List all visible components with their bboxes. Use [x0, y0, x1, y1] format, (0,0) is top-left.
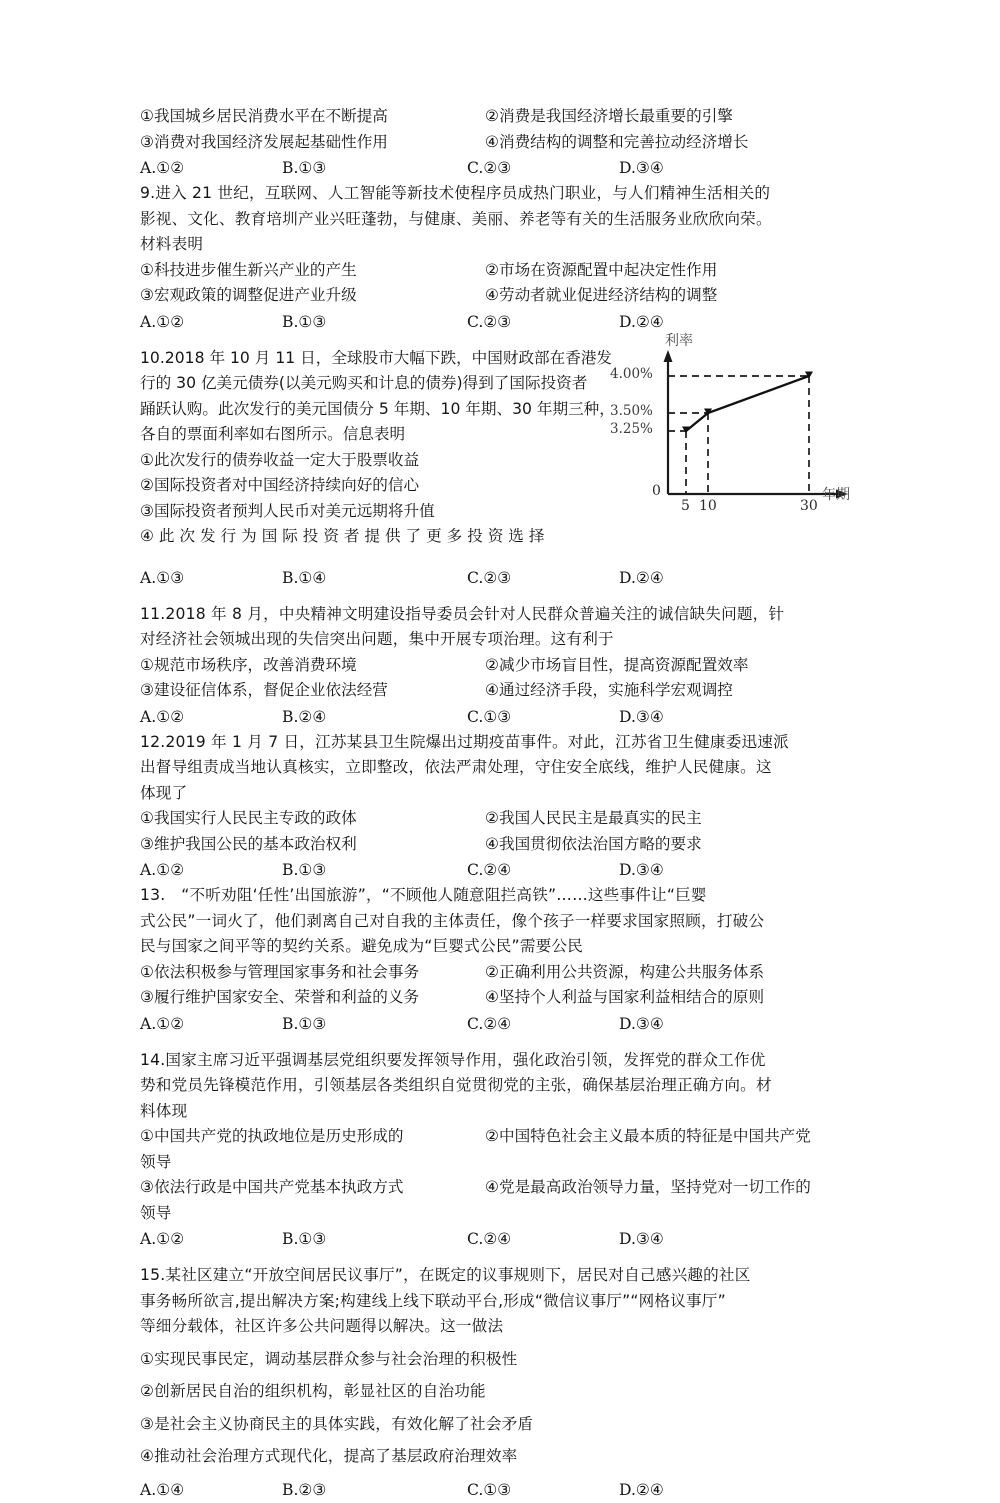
q13-choice-d[interactable]: D.③④ [619, 1014, 664, 1033]
q8-option-2: ②消费是我国经济增长最重要的引擎 [485, 107, 733, 125]
q11-option-3: ③建设征信体系，督促企业依法经营 [140, 681, 388, 699]
chart-y-tick-350: 3.50% [610, 402, 653, 419]
interest-rate-line-chart [610, 332, 864, 520]
q12-choice-a[interactable]: A.①② [140, 861, 185, 879]
q9-stem-line-2: 影视、文化、教育培圳产业兴旺蓬勃，与健康、美丽、养老等有关的生活服务业欣欣向荣。 [140, 209, 772, 228]
q9-option-1: ①科技进步催生新兴产业的产生 [140, 260, 357, 279]
exam-page [140, 104, 862, 1503]
q11-choice-b[interactable]: B.②④ [282, 707, 327, 726]
q13-options-row-2 [140, 985, 862, 1011]
q12-stem-line-3: 体现了 [140, 783, 188, 802]
q8-choice-c[interactable]: C.②③ [467, 159, 512, 177]
q11-option-1: ①规范市场秩序，改善消费环境 [140, 655, 357, 674]
q11-stem-line-2: 对经济社会领城出现的失信突出问题，集中开展专项治理。这有利于 [140, 630, 614, 648]
q9-option-3: ③宏观政策的调整促进产业升级 [140, 286, 357, 304]
q15-option-1: ①实现民事民定，调动基层群众参与社会治理的积极性 [140, 1349, 518, 1368]
q14-option-4: ④党是最高政治领导力量，坚持党对一切工作的 [485, 1178, 811, 1196]
q15-option-4: ④推动社会治理方式现代化，提高了基层政府治理效率 [140, 1447, 518, 1465]
chart-data-line [686, 376, 809, 431]
q15-choice-c[interactable]: C.①③ [467, 1480, 512, 1499]
chart-y-tick-325: 3.25% [610, 420, 653, 437]
q8-options-row-2 [140, 130, 862, 156]
q10-choice-a[interactable]: A.①③ [140, 568, 185, 587]
chart-y-axis-arrow [664, 350, 673, 362]
q14-options-row-1 [140, 1124, 862, 1150]
q10-option-1: ①此次发行的债券收益一定大于股票收益 [140, 450, 420, 469]
q11-options-row-1 [140, 653, 862, 679]
q13-answer-choices [140, 1011, 862, 1037]
q8-choice-a[interactable]: A.①② [140, 159, 185, 177]
q12-options-row-1 [140, 806, 862, 832]
q10-option-4: ④ 此 次 发 行 为 国 际 投 资 者 提 供 了 更 多 投 资 选 择 [140, 527, 545, 545]
q13-choice-b[interactable]: B.①③ [282, 1014, 327, 1033]
q9-choice-a[interactable]: A.①② [140, 312, 185, 331]
q10-choice-c[interactable]: C.②③ [467, 568, 512, 587]
q11-option-4: ④通过经济手段，实施科学宏观调控 [485, 681, 733, 699]
q15-answer-choices [140, 1477, 862, 1503]
chart-x-tick-5: 5 [681, 497, 690, 514]
q14-option-2-continuation: 领导 [140, 1152, 172, 1171]
q14-option-4-continuation: 领导 [140, 1203, 172, 1222]
q10-option-3: ③国际投资者预判人民币对美元远期将升值 [140, 501, 435, 520]
q12-options-row-2 [140, 832, 862, 858]
q9-stem-line-3: 材料表明 [140, 235, 204, 253]
q11-stem-line-1: 11.2018 年 8 月，中央精神文明建设指导委员会针对人民群众普遍关注的诚信缺失问题，针 [140, 604, 785, 623]
q12-choice-d[interactable]: D.③④ [619, 861, 664, 879]
q15-choice-d[interactable]: D.②④ [619, 1480, 664, 1499]
q12-option-3: ③维护我国公民的基本政治权利 [140, 834, 357, 853]
q12-choice-c[interactable]: C.②④ [467, 861, 512, 879]
q8-choice-d[interactable]: D.③④ [619, 159, 664, 177]
q11-choice-d[interactable]: D.③④ [619, 707, 664, 726]
q13-stem-line-3: 民与国家之间平等的契约关系。避免成为“巨婴式公民”需要公民 [140, 937, 583, 955]
chart-x-tick-30: 30 [800, 497, 818, 514]
q14-option-2: ②中国特色社会主义最本质的特征是中国共产党 [485, 1127, 811, 1145]
q10-stem-line-2: 行的 30 亿美元债券(以美元购买和计息的债券)得到了国际投资者 [140, 374, 588, 392]
q8-choice-b[interactable]: B.①③ [282, 159, 327, 177]
q15-option-3: ③是社会主义协商民主的具体实践，有效化解了社会矛盾 [140, 1414, 534, 1433]
q13-choice-a[interactable]: A.①② [140, 1014, 185, 1033]
q14-choice-a[interactable]: A.①② [140, 1230, 185, 1248]
q10-stem-line-4: 各自的票面利率如右图所示。信息表明 [140, 425, 406, 443]
q15-stem-line-3: 等细分载体，社区许多公共问题得以解决。这一做法 [140, 1317, 504, 1335]
q14-stem-line-3: 料体现 [140, 1101, 188, 1120]
q10-stem-line-1: 10.2018 年 10 月 11 日，全球股市大幅下跌，中国财政部在香港发 [140, 348, 613, 367]
q9-choice-d[interactable]: D.②④ [619, 312, 664, 331]
q14-choice-c[interactable]: C.②④ [467, 1230, 512, 1248]
q9-choice-b[interactable]: B.①③ [282, 312, 327, 331]
q9-options-row-1 [140, 258, 862, 284]
q13-option-2: ②正确利用公共资源，构建公共服务体系 [485, 962, 765, 981]
q14-stem-line-2: 势和党员先锋模范作用，引领基层各类组织自觉贯彻党的主张，确保基层治理正确方向。材 [140, 1076, 772, 1094]
q13-stem-line-2: 式公民”一词火了，他们剥离自己对自我的主体责任，像个孩子一样要求国家照顾，打破公 [140, 911, 765, 930]
q13-option-4: ④坚持个人利益与国家利益相结合的原则 [485, 988, 765, 1006]
q14-stem-line-1: 14.国家主席习近平强调基层党组织要发挥领导作用，强化政治引领，发挥党的群众工作优 [140, 1050, 766, 1069]
q10-stem-line-3: 踊跃认购。此次发行的美元国债分 5 年期、10 年期、30 年期三种， [140, 399, 615, 418]
chart-y-axis-label: 利率 [665, 332, 693, 349]
q11-options-row-2 [140, 678, 862, 704]
q15-stem-line-1: 15.某社区建立“开放空间居民议事厅”，在既定的议事规则下，居民对自己感兴趣的社区 [140, 1266, 751, 1284]
q9-stem-line-1: 9.进入 21 世纪，互联网、人工智能等新技术使程序员成热门职业，与人们精神生活相关的 [140, 184, 771, 202]
q11-option-2: ②减少市场盲目性，提高资源配置效率 [485, 655, 749, 674]
q12-answer-choices [140, 857, 862, 883]
q9-options-row-2 [140, 283, 862, 309]
chart-origin-label: 0 [652, 482, 661, 499]
chart-y-tick-400: 4.00% [610, 365, 653, 382]
q13-choice-c[interactable]: C.②④ [467, 1014, 512, 1033]
q10-choice-b[interactable]: B.①④ [282, 568, 327, 587]
q15-option-2: ②创新居民自治的组织机构，彰显社区的自治功能 [140, 1382, 486, 1400]
q8-answer-choices [140, 155, 862, 181]
q9-answer-choices [140, 309, 862, 335]
q13-stem-line-1: 13. “不听劝阻‘任性’出国旅游”，“不顾他人随意阻拦高铁”……这些事件让“巨婴 [140, 886, 707, 904]
q15-choice-b[interactable]: B.②③ [282, 1480, 327, 1499]
q12-option-2: ②我国人民民主是最真实的民主 [485, 809, 702, 827]
q9-choice-c[interactable]: C.②③ [467, 312, 512, 331]
q12-option-1: ①我国实行人民民主专政的政体 [140, 809, 357, 827]
q12-choice-b[interactable]: B.①③ [282, 861, 327, 879]
q8-options-row-1 [140, 104, 862, 130]
q12-stem-line-2: 出督导组责成当地认真核实，立即整改，依法严肃处理，守住安全底线，维护人民健康。这 [140, 758, 772, 776]
q10-stem [140, 346, 685, 525]
q9-option-4: ④劳动者就业促进经济结构的调整 [485, 286, 718, 304]
q11-choice-c[interactable]: C.①③ [467, 707, 512, 726]
q13-option-3: ③履行维护国家安全、荣誉和利益的义务 [140, 988, 420, 1006]
q9-option-2: ②市场在资源配置中起决定性作用 [485, 260, 718, 279]
q8-option-4: ④消费结构的调整和完善拉动经济增长 [485, 132, 749, 151]
q14-options-row-2 [140, 1175, 862, 1201]
q10-answer-choices [140, 565, 862, 591]
chart-x-tick-10: 10 [699, 497, 717, 514]
q12-stem-line-1: 12.2019 年 1 月 7 日，江苏某县卫生院爆出过期疫苗事件。对此，江苏省卫生健康委迅速派 [140, 732, 789, 751]
q15-stem-line-2: 事务畅所欲言,提出解决方案;构建线上线下联动平台,形成“微信议事厅”“网格议事厅” [140, 1291, 726, 1310]
q14-answer-choices [140, 1226, 862, 1252]
q13-option-1: ①依法积极参与管理国家事务和社会事务 [140, 962, 420, 981]
q14-option-3: ③依法行政是中国共产党基本执政方式 [140, 1178, 404, 1196]
q10-option-2: ②国际投资者对中国经济持续向好的信心 [140, 476, 420, 494]
q8-option-3: ③消费对我国经济发展起基础性作用 [140, 132, 388, 151]
q10-block [140, 332, 862, 550]
q10-choice-d[interactable]: D.②④ [619, 568, 664, 587]
q15-choice-a[interactable]: A.①④ [140, 1480, 185, 1499]
q14-choice-d[interactable]: D.③④ [619, 1230, 664, 1248]
q12-option-4: ④我国贯彻依法治国方略的要求 [485, 834, 702, 853]
q14-choice-b[interactable]: B.①③ [282, 1230, 327, 1248]
q8-option-1: ①我国城乡居民消费水平在不断提高 [140, 107, 388, 125]
q13-options-row-1 [140, 960, 862, 986]
q11-answer-choices [140, 704, 862, 730]
q14-option-1: ①中国共产党的执政地位是历史形成的 [140, 1127, 404, 1145]
q11-choice-a[interactable]: A.①② [140, 707, 185, 726]
chart-x-axis-label: 年期 [822, 486, 850, 503]
